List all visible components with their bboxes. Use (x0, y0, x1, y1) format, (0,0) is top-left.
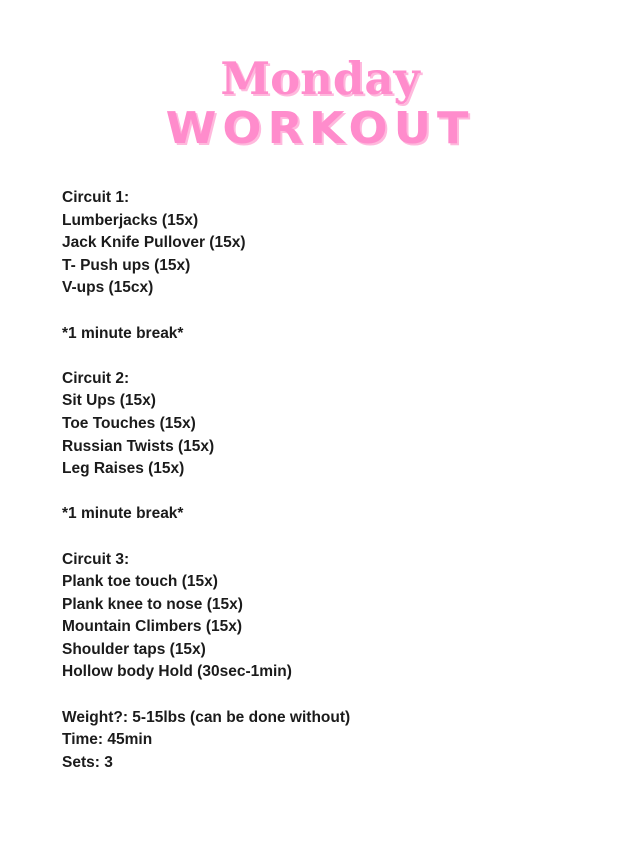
workout-line: Hollow body Hold (30sec-1min) (62, 663, 292, 681)
workout-line: Leg Raises (15x) (62, 460, 185, 478)
page-subtitle: WORKOUT (165, 102, 475, 154)
workout-line: *1 minute break* (62, 324, 184, 342)
workout-line: Plank toe touch (15x) (62, 573, 218, 591)
workout-line: Lumberjacks (15x) (62, 211, 199, 229)
workout-line: Jack Knife Pullover (15x) (62, 234, 246, 252)
workout-line: Circuit 1: (62, 189, 130, 206)
workout-line: Mountain Climbers (15x) (62, 618, 242, 636)
workout-line: Weight?: 5-15lbs (can be done without) (62, 708, 351, 726)
workout-body (0, 187, 640, 774)
workout-line: Plank knee to nose (15x) (62, 595, 243, 613)
workout-line: Circuit 2: (62, 369, 130, 387)
spacer-line (62, 300, 600, 323)
spacer-line (62, 345, 600, 368)
workout-line: Sets: 3 (62, 753, 113, 771)
spacer-line (62, 684, 600, 707)
workout-line: Russian Twists (15x) (62, 437, 215, 455)
workout-line: Toe Touches (15x) (62, 414, 196, 432)
spacer-line (62, 526, 600, 549)
page-title: Monday (220, 52, 420, 105)
workout-line: Sit Ups (15x) (62, 392, 156, 410)
workout-line: Time: 45min (62, 731, 153, 749)
spacer-line (62, 481, 600, 504)
document-title-block (0, 0, 640, 154)
workout-line: V-ups (15cx) (62, 279, 154, 297)
workout-line: Shoulder taps (15x) (62, 640, 206, 658)
workout-line: T- Push ups (15x) (62, 256, 191, 274)
workout-line: Circuit 3: (62, 550, 130, 568)
workout-line: *1 minute break* (62, 505, 184, 523)
